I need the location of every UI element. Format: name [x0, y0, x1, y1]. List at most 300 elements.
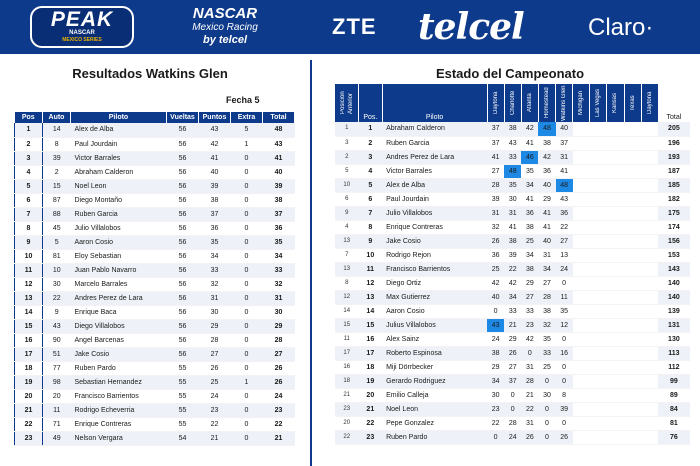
standings-cell-race-points: 34 [504, 290, 521, 304]
standings-cell-empty [607, 290, 624, 304]
standings-cell-race-points: 22 [521, 402, 538, 416]
standings-cell-empty [624, 374, 641, 388]
standings-cell-empty [607, 304, 624, 318]
results-cell-vueltas: 56 [167, 123, 199, 137]
standings-cell-total: 187 [658, 164, 689, 178]
standings-cell-total: 84 [658, 402, 689, 416]
results-cell-pos: 21 [15, 403, 43, 417]
results-cell-extra: 0 [231, 165, 263, 179]
results-cell-vueltas: 55 [167, 389, 199, 403]
results-cell-piloto: Paul Jourdain [71, 137, 167, 151]
standings-cell-race-points: 38 [487, 346, 504, 360]
standings-header-anterior-text: Posición Anterior [339, 91, 354, 115]
results-row [15, 235, 295, 249]
standings-cell-race-points: 42 [521, 332, 538, 346]
standings-cell-empty [641, 430, 658, 444]
standings-cell-empty [590, 150, 607, 164]
results-cell-auto: 49 [43, 431, 71, 445]
standings-cell-race-points: 34 [521, 178, 538, 192]
results-cell-total: 32 [263, 277, 295, 291]
standings-cell-empty [607, 318, 624, 332]
standings-cell-race-points: 31 [538, 248, 555, 262]
results-row [15, 375, 295, 389]
standings-cell-empty [641, 318, 658, 332]
standings-cell-empty [573, 346, 590, 360]
standings-cell-empty [590, 136, 607, 150]
results-cell-piloto: Francisco Barrientos [71, 389, 167, 403]
results-cell-piloto: Aaron Cosio [71, 235, 167, 249]
results-cell-pos: 2 [15, 137, 43, 151]
standings-cell-race-points: 0 [538, 430, 555, 444]
standings-cell-piloto: Victor Barrales [382, 164, 487, 178]
standings-cell-empty [624, 220, 641, 234]
standings-cell-empty [641, 290, 658, 304]
standings-cell-race-points: 40 [538, 178, 555, 192]
standings-cell-pos: 20 [359, 388, 383, 402]
standings-header-race [487, 84, 504, 122]
standings-cell-empty [573, 122, 590, 136]
results-cell-pos: 20 [15, 389, 43, 403]
results-cell-vueltas: 56 [167, 277, 199, 291]
results-cell-auto: 22 [43, 291, 71, 305]
results-cell-auto: 43 [43, 319, 71, 333]
standings-cell-race-points: 39 [487, 192, 504, 206]
standings-row [335, 220, 690, 234]
standings-cell-pos: 2 [359, 136, 383, 150]
standings-header-race [556, 84, 573, 122]
results-cell-total: 26 [263, 361, 295, 375]
results-row [15, 263, 295, 277]
results-cell-total: 30 [263, 305, 295, 319]
standings-title: Estado del Campeonato [435, 66, 585, 81]
standings-cell-race-points: 42 [521, 122, 538, 136]
standings-cell-empty [573, 262, 590, 276]
standings-row [335, 346, 690, 360]
standings-cell-race-points: 39 [504, 248, 521, 262]
results-cell-puntos: 43 [199, 123, 231, 137]
standings-cell-empty [607, 150, 624, 164]
standings-header-race-text: Texas [629, 95, 636, 111]
standings-header-pos: Pos. [359, 84, 383, 122]
standings-cell-race-points: 12 [556, 318, 573, 332]
standings-cell-race-points: 30 [487, 388, 504, 402]
results-cell-extra: 0 [231, 403, 263, 417]
results-cell-extra: 0 [231, 235, 263, 249]
standings-cell-empty [590, 402, 607, 416]
standings-cell-race-points: 46 [521, 150, 538, 164]
standings-header-race [504, 84, 521, 122]
standings-cell-piloto: Ruben Garcia [382, 136, 487, 150]
results-row [15, 277, 295, 291]
standings-cell-empty [641, 234, 658, 248]
zte-logo: ZTE [332, 14, 377, 39]
nascar-logo-sub: Mexico Racing [192, 22, 258, 33]
standings-cell-piloto: Aaron Cosio [382, 304, 487, 318]
standings-cell-pos: 16 [359, 332, 383, 346]
standings-cell-piloto: Francisco Barrientos [382, 262, 487, 276]
standings-cell-race-points: 41 [556, 164, 573, 178]
standings-cell-empty [573, 430, 590, 444]
standings-cell-race-points: 28 [487, 178, 504, 192]
standings-cell-empty [624, 430, 641, 444]
standings-cell-race-points: 31 [504, 206, 521, 220]
results-cell-vueltas: 56 [167, 305, 199, 319]
standings-cell-anterior: 20 [335, 416, 359, 430]
standings-cell-empty [590, 346, 607, 360]
standings-cell-empty [641, 276, 658, 290]
claro-logo: Claro· [588, 14, 654, 41]
results-cell-extra: 0 [231, 193, 263, 207]
standings-cell-empty [573, 388, 590, 402]
standings-cell-total: 139 [658, 304, 689, 318]
standings-cell-empty [607, 164, 624, 178]
standings-header-race-text: Daytona [646, 91, 653, 115]
standings-cell-empty [607, 416, 624, 430]
standings-cell-empty [607, 206, 624, 220]
results-cell-total: 34 [263, 249, 295, 263]
results-cell-auto: 11 [43, 403, 71, 417]
standings-cell-pos: 18 [359, 360, 383, 374]
results-header-piloto: Piloto [71, 112, 167, 123]
standings-cell-race-points: 41 [538, 206, 555, 220]
standings-cell-race-points: 23 [521, 318, 538, 332]
standings-header-race [590, 84, 607, 122]
standings-cell-pos: 6 [359, 192, 383, 206]
results-cell-auto: 98 [43, 375, 71, 389]
standings-cell-pos: 4 [359, 164, 383, 178]
standings-cell-race-points: 35 [538, 332, 555, 346]
standings-cell-race-points: 43 [504, 136, 521, 150]
standings-cell-race-points: 27 [521, 290, 538, 304]
results-cell-extra: 0 [231, 151, 263, 165]
peak-logo-title: PEAK [50, 8, 114, 31]
results-cell-extra: 0 [231, 179, 263, 193]
results-cell-pos: 23 [15, 431, 43, 445]
results-cell-auto: 51 [43, 347, 71, 361]
standings-cell-anterior: 16 [335, 360, 359, 374]
standings-cell-empty [607, 122, 624, 136]
standings-cell-race-points: 40 [538, 234, 555, 248]
standings-header-race-text: Watkins Glen [561, 85, 568, 121]
results-cell-total: 38 [263, 193, 295, 207]
results-cell-auto: 10 [43, 263, 71, 277]
standings-cell-race-points: 33 [538, 346, 555, 360]
standings-cell-anterior: 17 [335, 346, 359, 360]
standings-cell-race-points: 34 [487, 374, 504, 388]
standings-cell-race-points: 22 [487, 416, 504, 430]
standings-cell-empty [607, 374, 624, 388]
results-cell-puntos: 41 [199, 151, 231, 165]
standings-cell-empty [573, 248, 590, 262]
results-cell-vueltas: 56 [167, 193, 199, 207]
results-cell-puntos: 21 [199, 431, 231, 445]
results-cell-piloto: Jake Cosio [71, 347, 167, 361]
standings-header-total: Total [658, 84, 689, 122]
standings-cell-race-points: 30 [538, 388, 555, 402]
standings-cell-empty [573, 290, 590, 304]
results-row [15, 389, 295, 403]
results-row [15, 403, 295, 417]
standings-cell-anterior: 13 [335, 262, 359, 276]
standings-cell-race-points: 24 [504, 430, 521, 444]
standings-cell-anterior: 23 [335, 402, 359, 416]
standings-cell-empty [573, 150, 590, 164]
standings-cell-race-points: 48 [556, 178, 573, 192]
results-cell-auto: 30 [43, 277, 71, 291]
standings-row [335, 430, 690, 444]
standings-cell-total: 143 [658, 262, 689, 276]
peak-logo [30, 6, 134, 48]
standings-cell-piloto: Alex de Alba [382, 178, 487, 192]
standings-cell-empty [573, 402, 590, 416]
results-cell-auto: 15 [43, 179, 71, 193]
peak-logo-sub: NASCAR [69, 30, 95, 36]
standings-cell-piloto: Julio Villalobos [382, 206, 487, 220]
results-cell-total: 33 [263, 263, 295, 277]
standings-cell-empty [590, 248, 607, 262]
standings-cell-empty [590, 416, 607, 430]
standings-header-race-text: Kansas [612, 93, 619, 114]
standings-cell-anterior: 8 [335, 276, 359, 290]
standings-cell-anterior: 12 [335, 290, 359, 304]
standings-cell-total: 113 [658, 346, 689, 360]
standings-cell-piloto: Rodrigo Rejon [382, 248, 487, 262]
standings-cell-race-points: 27 [556, 234, 573, 248]
results-row [15, 333, 295, 347]
results-cell-vueltas: 56 [167, 319, 199, 333]
results-cell-puntos: 35 [199, 235, 231, 249]
results-cell-vueltas: 56 [167, 165, 199, 179]
standings-cell-race-points: 29 [504, 332, 521, 346]
results-cell-vueltas: 55 [167, 403, 199, 417]
results-cell-auto: 2 [43, 165, 71, 179]
standings-cell-empty [590, 262, 607, 276]
standings-cell-race-points: 31 [487, 206, 504, 220]
standings-cell-pos: 11 [359, 262, 383, 276]
standings-cell-piloto: Enrique Contreras [382, 220, 487, 234]
standings-cell-empty [624, 360, 641, 374]
standings-cell-empty [607, 430, 624, 444]
standings-header-anterior [335, 84, 359, 122]
standings-cell-race-points: 48 [538, 122, 555, 136]
standings-row [335, 150, 690, 164]
standings-cell-total: 89 [658, 388, 689, 402]
standings-cell-empty [590, 374, 607, 388]
standings-header-race-text: Michigan [578, 91, 585, 116]
standings-cell-pos: 21 [359, 402, 383, 416]
standings-cell-race-points: 30 [504, 192, 521, 206]
results-cell-pos: 13 [15, 291, 43, 305]
standings-header-race-text: Daytona [492, 91, 499, 115]
standings-cell-race-points: 23 [487, 402, 504, 416]
standings-cell-empty [641, 220, 658, 234]
standings-cell-empty [624, 262, 641, 276]
results-cell-piloto: Sebastian Hernandez [71, 375, 167, 389]
standings-cell-empty [590, 360, 607, 374]
results-cell-piloto: Juan Pablo Navarro [71, 263, 167, 277]
standings-cell-anterior: 13 [335, 234, 359, 248]
standings-row [335, 374, 690, 388]
standings-cell-empty [607, 192, 624, 206]
results-cell-piloto: Noel Leon [71, 179, 167, 193]
standings-cell-race-points: 35 [556, 304, 573, 318]
standings-cell-anterior: 5 [335, 164, 359, 178]
standings-cell-empty [641, 248, 658, 262]
standings-cell-race-points: 41 [538, 220, 555, 234]
standings-cell-race-points: 38 [538, 136, 555, 150]
standings-cell-race-points: 32 [487, 220, 504, 234]
standings-cell-piloto: Julius Villalobos [382, 318, 487, 332]
standings-cell-anterior: 7 [335, 248, 359, 262]
standings-row [335, 402, 690, 416]
standings-cell-race-points: 36 [487, 248, 504, 262]
results-cell-auto: 71 [43, 417, 71, 431]
results-cell-extra: 0 [231, 207, 263, 221]
results-cell-vueltas: 56 [167, 235, 199, 249]
results-cell-extra: 0 [231, 291, 263, 305]
results-cell-puntos: 30 [199, 305, 231, 319]
results-cell-auto: 9 [43, 305, 71, 319]
results-cell-extra: 0 [231, 305, 263, 319]
results-cell-puntos: 42 [199, 137, 231, 151]
standings-cell-total: 193 [658, 150, 689, 164]
results-cell-pos: 19 [15, 375, 43, 389]
standings-header-race-text: Las Vegas [595, 88, 602, 118]
standings-cell-piloto: Emilio Calleja [382, 388, 487, 402]
standings-cell-race-points: 13 [556, 248, 573, 262]
standings-cell-piloto: Alex Sainz [382, 332, 487, 346]
standings-cell-pos: 19 [359, 374, 383, 388]
standings-cell-anterior: 21 [335, 388, 359, 402]
standings-cell-total: 174 [658, 220, 689, 234]
standings-cell-empty [624, 164, 641, 178]
standings-cell-empty [624, 332, 641, 346]
results-cell-pos: 3 [15, 151, 43, 165]
results-row [15, 151, 295, 165]
results-cell-puntos: 26 [199, 361, 231, 375]
results-cell-piloto: Eloy Sebastian [71, 249, 167, 263]
standings-cell-piloto: Gerardo Rodriguez [382, 374, 487, 388]
standings-header-race [641, 84, 658, 122]
standings-cell-race-points: 32 [538, 318, 555, 332]
standings-cell-race-points: 22 [504, 262, 521, 276]
standings-cell-anterior: 1 [335, 122, 359, 136]
standings-cell-empty [573, 206, 590, 220]
standings-header-race [538, 84, 555, 122]
results-cell-puntos: 27 [199, 347, 231, 361]
results-cell-pos: 11 [15, 263, 43, 277]
results-cell-puntos: 40 [199, 165, 231, 179]
standings-header-race [521, 84, 538, 122]
standings-cell-race-points: 36 [538, 164, 555, 178]
results-cell-auto: 5 [43, 235, 71, 249]
sponsor-banner [0, 0, 700, 54]
nascar-logo-by: by telcel [202, 34, 248, 46]
standings-row [335, 262, 690, 276]
results-cell-puntos: 39 [199, 179, 231, 193]
results-cell-total: 40 [263, 165, 295, 179]
standings-cell-empty [624, 402, 641, 416]
standings-cell-race-points: 29 [487, 360, 504, 374]
standings-row [335, 206, 690, 220]
standings-cell-empty [607, 220, 624, 234]
results-cell-auto: 45 [43, 221, 71, 235]
results-cell-extra: 0 [231, 431, 263, 445]
standings-cell-race-points: 28 [538, 290, 555, 304]
results-cell-piloto: Rodrigo Echeverria [71, 403, 167, 417]
standings-cell-race-points: 43 [556, 192, 573, 206]
standings-cell-empty [607, 402, 624, 416]
standings-cell-total: 156 [658, 234, 689, 248]
results-cell-auto: 14 [43, 123, 71, 137]
standings-cell-empty [573, 276, 590, 290]
standings-cell-empty [624, 318, 641, 332]
standings-cell-race-points: 8 [556, 388, 573, 402]
results-cell-total: 23 [263, 403, 295, 417]
standings-cell-total: 185 [658, 178, 689, 192]
results-row [15, 249, 295, 263]
standings-cell-empty [641, 388, 658, 402]
standings-cell-race-points: 38 [521, 220, 538, 234]
nascar-mexico-logo [170, 6, 280, 50]
results-cell-puntos: 24 [199, 389, 231, 403]
standings-cell-empty [573, 332, 590, 346]
standings-cell-empty [573, 220, 590, 234]
standings-row [335, 136, 690, 150]
results-cell-piloto: Enrique Baca [71, 305, 167, 319]
results-cell-puntos: 32 [199, 277, 231, 291]
results-row [15, 221, 295, 235]
standings-cell-empty [624, 388, 641, 402]
results-row [15, 207, 295, 221]
results-cell-extra: 0 [231, 347, 263, 361]
section-divider [310, 60, 312, 466]
standings-cell-race-points: 0 [521, 346, 538, 360]
standings-cell-empty [624, 178, 641, 192]
results-cell-puntos: 28 [199, 333, 231, 347]
results-cell-vueltas: 56 [167, 179, 199, 193]
standings-cell-total: 182 [658, 192, 689, 206]
results-cell-piloto: Ruben Pardo [71, 361, 167, 375]
standings-cell-race-points: 40 [556, 122, 573, 136]
standings-cell-empty [641, 346, 658, 360]
results-row [15, 305, 295, 319]
results-cell-vueltas: 56 [167, 137, 199, 151]
standings-cell-empty [573, 192, 590, 206]
results-cell-piloto: Abraham Calderon [71, 165, 167, 179]
results-row [15, 319, 295, 333]
results-cell-pos: 22 [15, 417, 43, 431]
standings-cell-race-points: 35 [504, 178, 521, 192]
standings-cell-empty [624, 136, 641, 150]
standings-cell-race-points: 24 [487, 332, 504, 346]
standings-cell-empty [590, 332, 607, 346]
standings-cell-race-points: 34 [538, 262, 555, 276]
results-cell-piloto: Enrique Contreras [71, 417, 167, 431]
standings-cell-pos: 9 [359, 234, 383, 248]
results-row [15, 417, 295, 431]
standings-cell-pos: 7 [359, 206, 383, 220]
results-cell-pos: 1 [15, 123, 43, 137]
standings-cell-race-points: 0 [538, 374, 555, 388]
results-cell-puntos: 25 [199, 375, 231, 389]
standings-cell-total: 112 [658, 360, 689, 374]
results-cell-pos: 12 [15, 277, 43, 291]
results-cell-puntos: 38 [199, 193, 231, 207]
standings-cell-empty [624, 234, 641, 248]
standings-cell-empty [624, 150, 641, 164]
results-cell-total: 31 [263, 291, 295, 305]
